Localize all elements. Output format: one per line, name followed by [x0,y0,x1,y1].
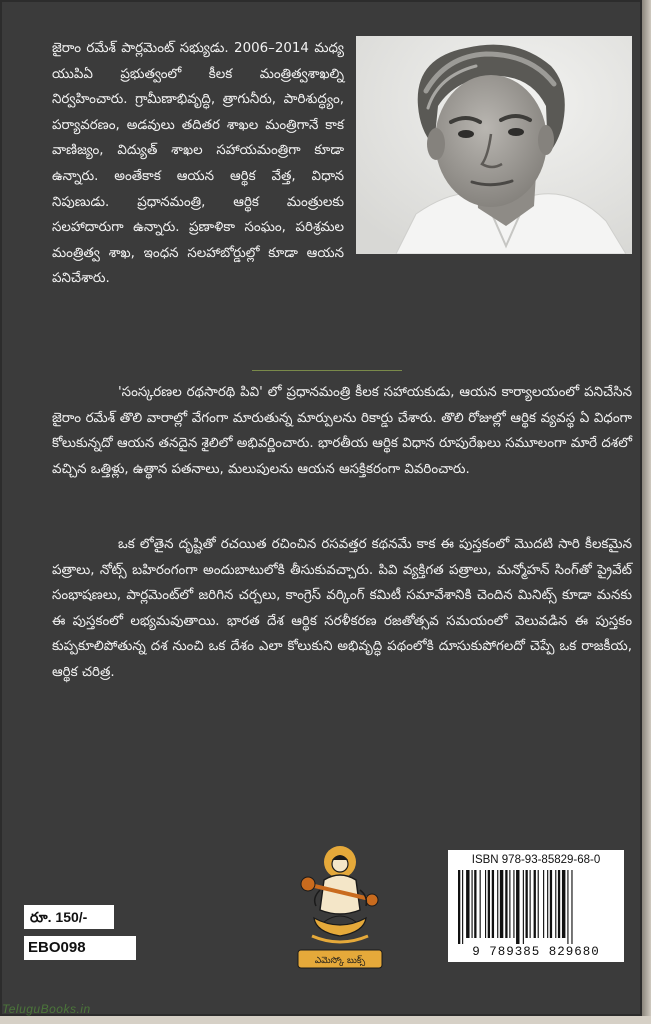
author-portrait-image [356,36,632,254]
page-edge-right [642,0,651,1024]
barcode-number: 9 789385 829680 [472,945,600,959]
author-bio-text: జైరాం రమేశ్ పార్లమెంట్ సభ్యుడు. 2006–2014 మధ్య యుపిఏ ప్రభుత్వంలో కీలక మంత్రిత్వశాఖల్ని నిర్వహించారు. గ్రామీణాభివృద్ధి, త్రాగునీరు, పారిశుద్ధ్యం, పర్యావరణం, అడవులు తదితర శాఖల మంత్రిగానే కాక వాణిజ్యం, విద్యుత్ శాఖల సహాయమంత్రిగా కూడా ఉన్నారు. అంతేకాక ఆయన ఆర్థిక వేత్త, విధాన నిపుణుడు. ప్రధానమంత్రి, ఆర్థిక మంత్రులకు సలహాదారుగా ఉన్నారు. ప్రణాళికా సంఘం, పరిశ్రమల మంత్రిత్వ శాఖ, ఇంధన సలహాబోర్డుల్లో కూడా ఆయన పనిచేశారు. [52,41,344,287]
book-description-2 [52,532,632,685]
book-code: EBO098 [24,936,136,960]
author-bio [52,36,344,292]
author-photo [356,36,632,254]
page-edge-bottom [0,1016,651,1024]
site-watermark: TeluguBooks.in [2,1002,91,1016]
isbn-label: ISBN 978-93-85829-68-0 [471,854,601,866]
book-description-1 [52,380,632,482]
publisher-logo [294,840,386,976]
isbn-barcode [448,850,624,962]
publisher-logo-text: ఎమెస్కో బుక్స్ [314,956,366,966]
description-paragraph-2: ఒక లోతైన దృష్టితో రచయిత రచించిన రసవత్తర కథనమే కాక ఈ పుస్తకంలో మొదటి సారి కీలకమైన పత్రాలు, నోట్స్ బహిరంగంగా అందుబాటులోకి తీసుకువచ్చారు. పివి వ్యక్తిగత పత్రాలు, మన్మోహన్ సింగ్‌తో ప్రైవేట్ సంభాషణలు, పార్లమెంట్‌లో జరిగిన చర్చలు, కాంగ్రెస్ వర్కింగ్ కమిటీ సమావేశానికి చెందిన మినిట్స్ కూడా మనకు ఈ పుస్తకంలో లభ్యమవుతాయి. భారత దేశ ఆర్థిక సరళీకరణ రజతోత్సవ సమయంలో వెలువడిన ఈ పుస్తకం కుప్పకూలిపోతున్న దశ నుంచి ఒక దేశం ఎలా కోలుకుని అభివృద్ధి పథంలోకి దూసుకుపోగలదో చెప్పే ఒక రాజకీయ, ఆర్థిక చరిత్ర. [52,537,632,680]
price-label: రూ. 150/- [24,905,114,929]
description-paragraph-1: 'సంస్కరణల రథసారథి పివి' లో ప్రధానమంత్రి కీలక సహాయకుడు, ఆయన కార్యాలయంలో పనిచేసిన జైరాం రమేశ్ తొలి వారాల్లో వేగంగా మారుతున్న మార్పులను రికార్డు చేశారు. తొలి రోజుల్లో ఆర్థిక వ్యవస్థ ఏ విధంగా కోలుకున్నదో ఆయన తనదైన శైలిలో అభివర్ణించారు. భారతీయ ఆర్థిక విధాన రూపురేఖలు సమూలంగా మారే దశలో వచ్చిన ఒత్తిళ్లు, ఉత్థాన పతనాలు, మలుపులను ఆయన ఆసక్తికరంగా వివరించారు. [52,385,632,477]
barcode-icon [456,870,616,944]
section-divider [252,370,402,371]
saraswati-logo-icon [294,840,386,976]
